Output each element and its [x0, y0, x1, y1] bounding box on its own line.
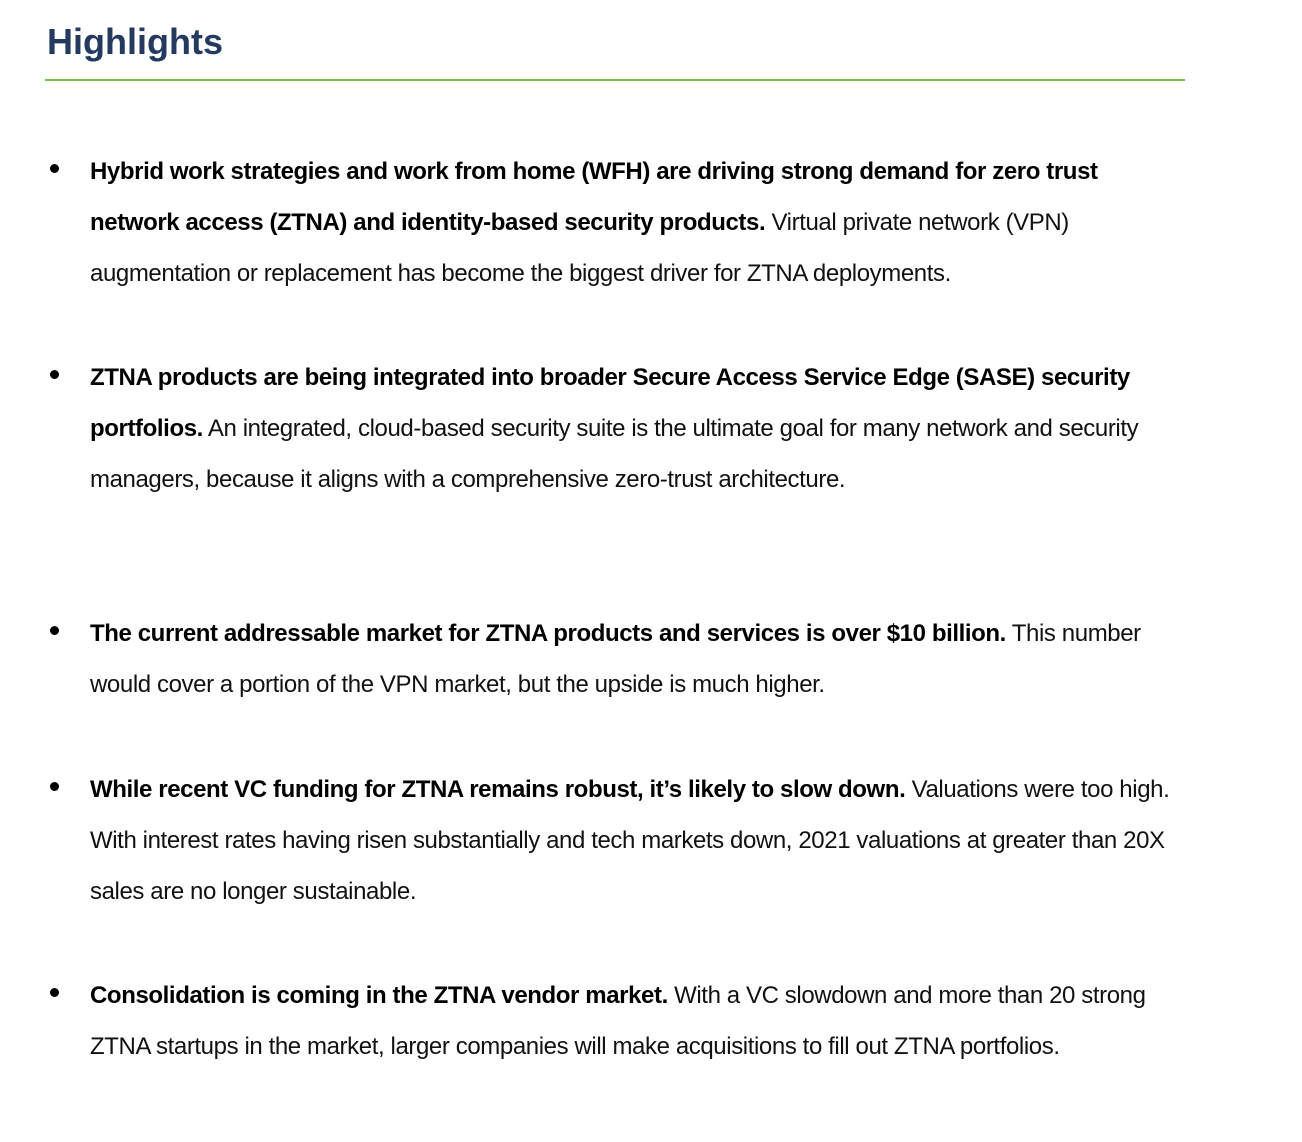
highlight-text: [90, 146, 1190, 299]
section-heading: Highlights: [47, 21, 223, 62]
highlight-text: [90, 608, 1190, 710]
highlight-text: [90, 352, 1190, 505]
highlight-text: [90, 970, 1190, 1072]
highlight-body: Valuations were too high. With interest rates having risen substantially and tech markets down, 2021 valuations at greater than 20X sales are no longer sustainable.: [90, 776, 1170, 905]
bullet-icon: [50, 370, 59, 379]
highlight-body: With a VC slowdown and more than 20 strong ZTNA startups in the market, larger companies will make acquisitions to fill out ZTNA portfolios.: [90, 982, 1146, 1060]
highlight-lead: While recent VC funding for ZTNA remains robust, it’s likely to slow down.: [90, 776, 906, 803]
bullet-icon: [50, 988, 59, 997]
highlight-body: An integrated, cloud-based security suite is the ultimate goal for many network and security managers, because it aligns with a comprehensive zero-trust architecture.: [90, 415, 1139, 493]
bullet-icon: [50, 626, 59, 635]
bullet-icon: [50, 782, 59, 791]
highlight-body: This number would cover a portion of the VPN market, but the upside is much higher.: [90, 620, 1141, 698]
bullet-icon: [50, 164, 59, 173]
highlight-body: Virtual private network (VPN) augmentation or replacement has become the biggest driver for ZTNA deployments.: [90, 209, 1069, 287]
highlight-lead: Consolidation is coming in the ZTNA vendor market.: [90, 982, 668, 1009]
heading-divider: [45, 79, 1185, 81]
highlight-text: [90, 764, 1190, 917]
highlight-lead: ZTNA products are being integrated into broader Secure Access Service Edge (SASE) security portfolios.: [90, 364, 1130, 442]
highlight-lead: Hybrid work strategies and work from home (WFH) are driving strong demand for zero trust network access (ZTNA) and identity-based security products.: [90, 158, 1098, 236]
highlight-lead: The current addressable market for ZTNA products and services is over $10 billion.: [90, 620, 1006, 647]
